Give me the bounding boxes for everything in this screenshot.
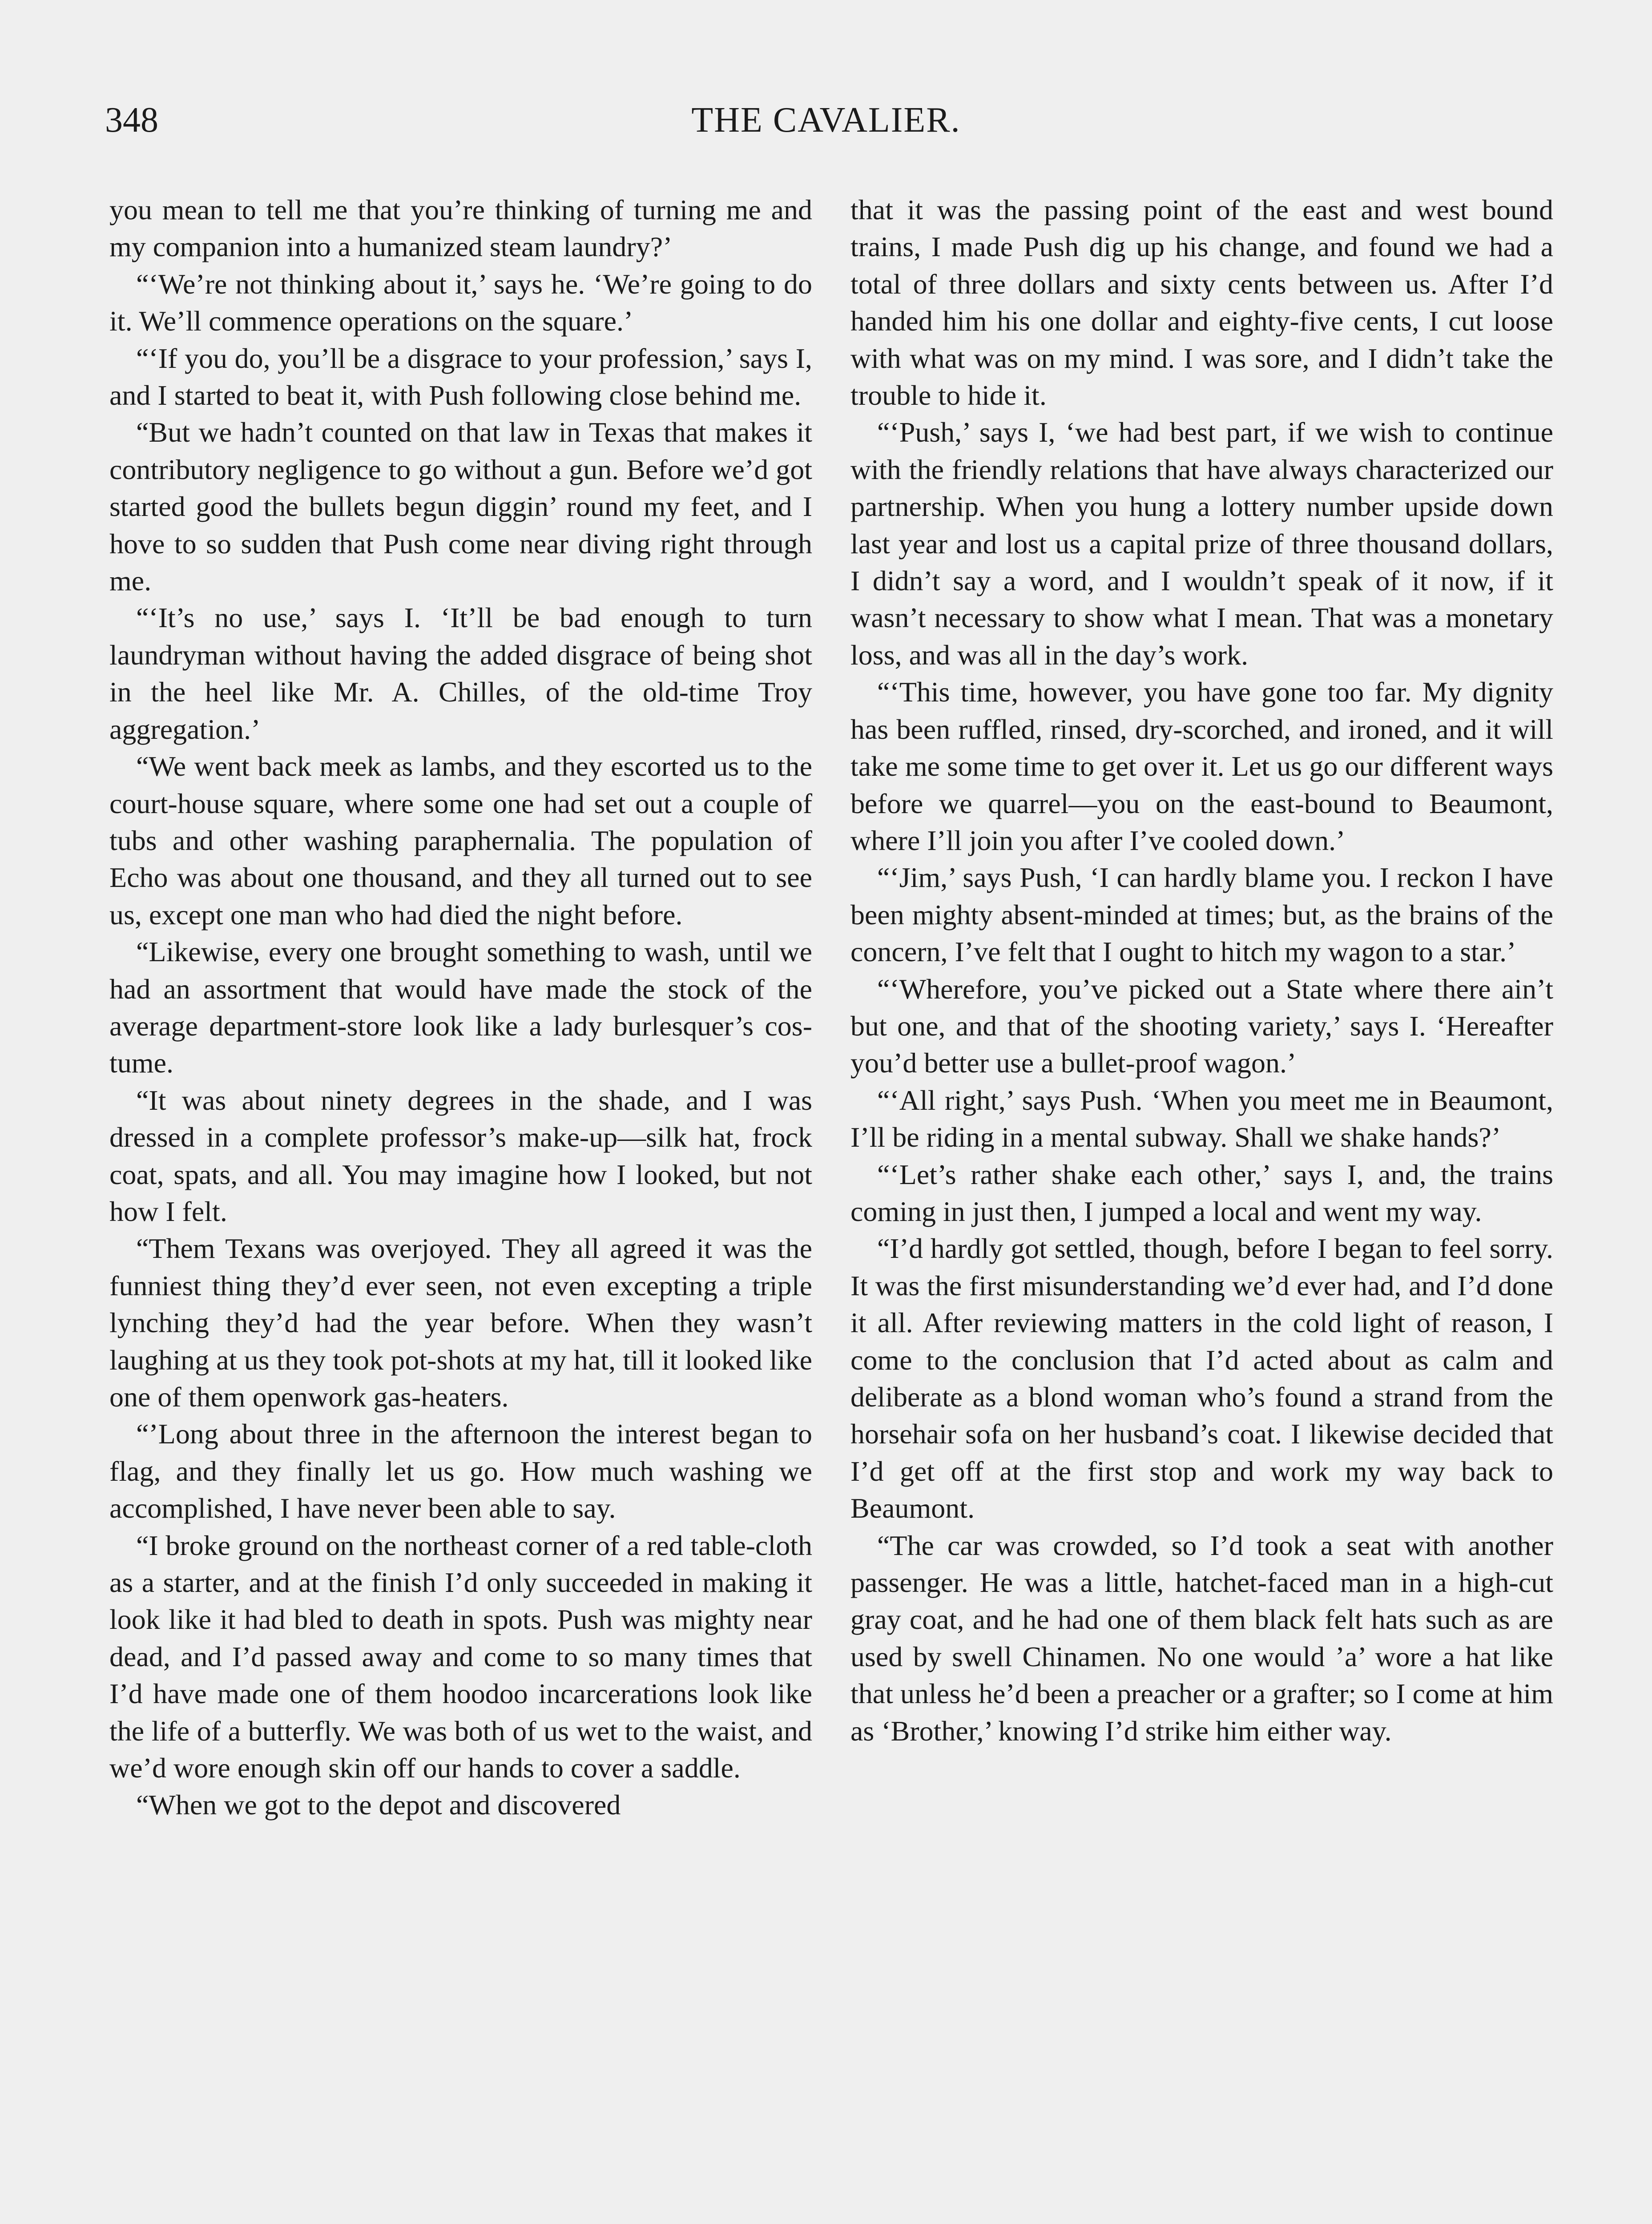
paragraph: “‘Let’s rather shake each other,’ says I, and, the trains coming in just then, I jumped a local and went my way.: [850, 1158, 1553, 1227]
paragraph: “It was about ninety degrees in the shade, and I was dressed in a complete professor’s make-up—silk hat, frock coat, spats, and all. You may imagine how I looked, but not how I felt.: [109, 1084, 812, 1227]
paragraph: “But we hadn’t counted on that law in Texas that makes it contributory negligence to go without a gun. Before we’d got started good the bullets begun diggin’ round my feet, and I hove to so sudden that Push come near diving right through me.: [109, 416, 812, 597]
paragraph: “’Long about three in the afternoon the interest began to flag, and they finally let us go. How much washing we accomplished, I have never been able to say.: [109, 1418, 812, 1524]
paragraph: “The car was crowded, so I’d took a seat with another passenger. He was a little, hatchet-faced man in a high-cut gray coat, and he had one of them black felt hats such as are used by swell Chinamen. No one would ’a’ wore a hat like that unless he’d been a preacher or a grafter; so I come at him as ‘Brother,’ knowing I’d strike him either way.: [850, 1529, 1553, 1747]
paragraph: “When we got to the depot and discovered: [136, 1789, 621, 1821]
paragraph: “‘It’s no use,’ says I. ‘It’ll be bad enough to turn laundryman without having the added disgrace of being shot in the heel like Mr. A. Chilles, of the old-time Troy aggregation.’: [109, 602, 812, 745]
right-column: [850, 191, 1553, 1749]
paragraph: “‘Push,’ says I, ‘we had best part, if we wish to continue with the friendly relations that have always characterized our partnership. When you hung a lottery number upside down last year and lost us a capital prize of three thousand dollars, I didn’t say a word, and I wouldn’t speak of it now, if it wasn’t necessary to show what I mean. That was a monetary loss, and was all in the day’s work.: [850, 416, 1553, 671]
page-number: 348: [105, 101, 158, 140]
paragraph: “Them Texans was overjoyed. They all agreed it was the funniest thing they’d ever seen, not even excepting a triple lynching they’d had the year before. When they wasn’t laughing at us they took pot-shots at my hat, till it looked like one of them openwork gas-heaters.: [109, 1233, 812, 1413]
paragraph: “‘This time, however, you have gone too far. My dignity has been ruffled, rinsed, dry-scorched, and ironed, and it will take me some time to get over it. Let us go our different ways before we quarrel—you on the east-bound to Beaumont, where I’ll join you after I’ve cooled down.’: [850, 676, 1553, 856]
left-column: [109, 191, 812, 1824]
paragraph: “‘Wherefore, you’ve picked out a State where there ain’t but one, and that of the shooting variety,’ says I. ‘Hereafter you’d better use a bullet-proof wagon.’: [850, 973, 1553, 1079]
paragraph: “‘If you do, you’ll be a disgrace to your profession,’ says I, and I started to beat it, with Push following close behind me.: [109, 342, 812, 411]
paragraph: “I’d hardly got settled, though, before I began to feel sorry. It was the first misunderstanding we’d ever had, and I’d done it all. After reviewing matters in the cold light of reason, I come to the conclusion that I’d acted about as calm and deliberate as a blond woman who’s found a strand from the horsehair sofa on her husband’s coat. I likewise decided that I’d get off at the first stop and work my way back to Beaumont.: [850, 1233, 1553, 1524]
paragraph: “We went back meek as lambs, and they escorted us to the court-house square, where some one had set out a couple of tubs and other washing paraphernalia. The population of Echo was about one thousand, and they all turned out to see us, except one man who had died the night before.: [109, 750, 812, 931]
paragraph: that it was the passing point of the east and west bound trains, I made Push dig up his change, and found we had a total of three dollars and sixty cents between us. After I’d handed him his one dollar and eighty-five cents, I cut loose with what was on my mind. I was sore, and I didn’t take the trouble to hide it.: [850, 194, 1553, 411]
running-head: THE CAVALIER.: [691, 101, 961, 140]
paragraph: “‘We’re not thinking about it,’ says he. ‘We’re going to do it. We’ll commence operations on the square.’: [109, 268, 812, 337]
paragraph: “I broke ground on the northeast corner of a red table-cloth as a starter, and at the finish I’d only succeeded in making it look like it had bled to death in spots. Push was mighty near dead, and I’d passed away and come to so many times that I’d have made one of them hoodoo incarcerations look like the life of a butterfly. We was both of us wet to the waist, and we’d wore enough skin off our hands to cover a saddle.: [109, 1529, 812, 1784]
paragraph: “‘Jim,’ says Push, ‘I can hardly blame you. I reckon I have been mighty absent-minded at times; but, as the brains of the concern, I’ve felt that I ought to hitch my wagon to a star.’: [850, 862, 1553, 968]
paragraph: “‘All right,’ says Push. ‘When you meet me in Beaumont, I’ll be riding in a mental subway. Shall we shake hands?’: [850, 1084, 1553, 1153]
paragraph: “Likewise, every one brought something to wash, until we had an assortment that would have made the stock of the average department-store look like a lady burlesquer’s costume.: [109, 936, 812, 1079]
paragraph: you mean to tell me that you’re thinking of turning me and my companion into a humanized steam laundry?’: [109, 194, 812, 263]
